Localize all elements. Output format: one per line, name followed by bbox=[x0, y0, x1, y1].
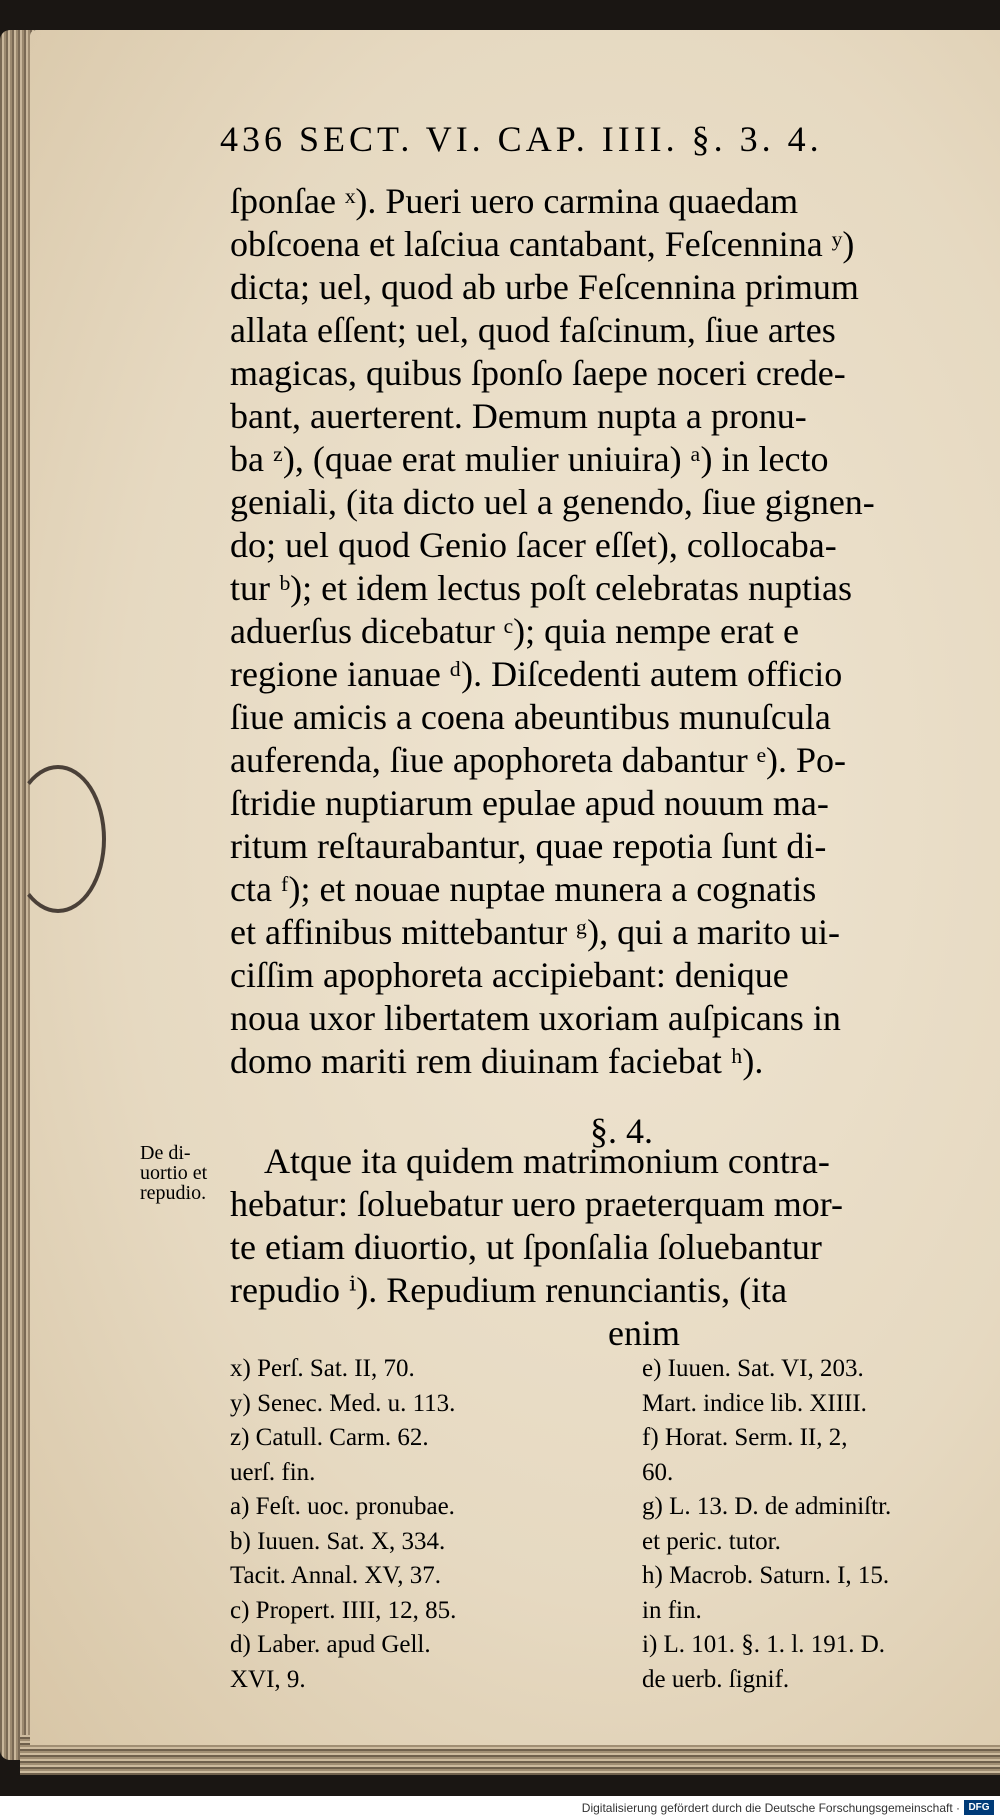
footnotes-right bbox=[642, 1352, 992, 1697]
footnote: e) Iuuen. Sat. VI, 203. bbox=[642, 1355, 864, 1382]
text-line: cta ᶠ); et nouae nuptae munera a cognatis bbox=[230, 869, 817, 909]
section-mark: §. 4. bbox=[590, 1111, 653, 1151]
text-line: obſcoena et laſciua cantabant, Feſcennina ʸ) bbox=[230, 224, 855, 264]
footnote: d) Laber. apud Gell. bbox=[230, 1631, 431, 1658]
footnote: Mart. indice lib. XIIII. bbox=[642, 1389, 867, 1417]
footnote: i) L. 101. §. 1. l. 191. D. bbox=[642, 1631, 886, 1658]
paragraph-2 bbox=[230, 1140, 990, 1355]
text-line: ritum reſtaurabantur, quae repotia ſunt di- bbox=[230, 826, 827, 866]
margin-note-line: repudio. bbox=[140, 1182, 207, 1204]
footnotes-left bbox=[230, 1352, 620, 1697]
text-line: ſtridie nuptiarum epulae apud nouum ma- bbox=[230, 783, 829, 823]
footnote: b) Iuuen. Sat. X, 334. bbox=[230, 1527, 446, 1555]
margin-note bbox=[140, 1143, 207, 1203]
footnote: de uerb. ſignif. bbox=[642, 1665, 790, 1693]
text-line: dicta; uel, quod ab urbe Feſcennina primum bbox=[230, 267, 859, 307]
running-head: 436 SECT. VI. CAP. IIII. §. 3. 4. bbox=[220, 119, 823, 159]
footnote: f) Horat. Serm. II, 2, bbox=[642, 1424, 848, 1451]
text-line: enim bbox=[230, 1313, 680, 1353]
text-line: repudio ⁱ). Repudium renunciantis, (ita bbox=[230, 1270, 788, 1310]
text-line: ciſſim apophoreta accipiebant: denique bbox=[230, 955, 789, 995]
text-line: do; uel quod Genio ſacer eſſet), collocaba- bbox=[230, 525, 837, 565]
footnote: x) Perſ. Sat. II, 70. bbox=[230, 1355, 415, 1382]
text-line: allata eſſent; uel, quod faſcinum, ſiue artes bbox=[230, 310, 836, 350]
text-line: bant, auerterent. Demum nupta a pronu- bbox=[230, 396, 807, 436]
margin-note-line: De di- bbox=[140, 1142, 191, 1164]
footnote: in fin. bbox=[642, 1596, 702, 1624]
text-line: ba ᶻ), (quae erat mulier uniuira) ᵃ) in lecto bbox=[230, 439, 829, 479]
text-line: ſponſae ˣ). Pueri uero carmina quaedam bbox=[230, 181, 799, 221]
footnote: g) L. 13. D. de adminiſtr. bbox=[642, 1493, 892, 1520]
digitization-note: Digitalisierung gefördert durch die Deutsche Forschungsgemeinschaft · bbox=[581, 1801, 960, 1815]
footnote: c) Propert. IIII, 12, 85. bbox=[230, 1596, 457, 1624]
margin-note-line: uortio et bbox=[140, 1162, 208, 1184]
dfg-logo: DFG bbox=[964, 1800, 994, 1815]
text-line: hebatur: ſoluebatur uero praeterquam mor- bbox=[230, 1184, 844, 1224]
footnote: XVI, 9. bbox=[230, 1665, 306, 1693]
text-line: noua uxor libertatem uxoriam auſpicans in bbox=[230, 998, 841, 1038]
footnote: a) Feſt. uoc. pronubae. bbox=[230, 1493, 455, 1520]
text-line: te etiam diuortio, ut ſponſalia ſoluebantur bbox=[230, 1227, 822, 1267]
footnote: uerſ. fin. bbox=[230, 1458, 316, 1486]
text-line: auferenda, ſiue apophoreta dabantur ᵉ). Po- bbox=[230, 740, 846, 780]
text-line: Atque ita quidem matrimonium contra- bbox=[230, 1141, 830, 1181]
text-line: ſiue amicis a coena abeuntibus munuſcula bbox=[230, 697, 831, 737]
text-line: tur ᵇ); et idem lectus poſt celebratas nuptias bbox=[230, 568, 852, 608]
footnote: z) Catull. Carm. 62. bbox=[230, 1424, 429, 1451]
text-line: aduerſus dicebatur ᶜ); quia nempe erat e bbox=[230, 611, 799, 651]
footnote: h) Macrob. Saturn. I, 15. bbox=[642, 1562, 890, 1589]
text-line: magicas, quibus ſponſo ſaepe noceri crede- bbox=[230, 353, 846, 393]
paragraph-1 bbox=[230, 180, 990, 1083]
page-clip bbox=[10, 765, 106, 913]
text-line: geniali, (ita dicto uel a genendo, ſiue gignen- bbox=[230, 482, 875, 522]
footnote: 60. bbox=[642, 1458, 674, 1486]
text-line: et affinibus mittebantur ᵍ), qui a marito ui- bbox=[230, 912, 841, 952]
text-line: regione ianuae ᵈ). Diſcedenti autem officio bbox=[230, 654, 843, 694]
footnote: et peric. tutor. bbox=[642, 1527, 781, 1555]
footnote: y) Senec. Med. u. 113. bbox=[230, 1389, 456, 1417]
text-line: domo mariti rem diuinam faciebat ʰ). bbox=[230, 1041, 764, 1081]
footnote: Tacit. Annal. XV, 37. bbox=[230, 1562, 441, 1589]
